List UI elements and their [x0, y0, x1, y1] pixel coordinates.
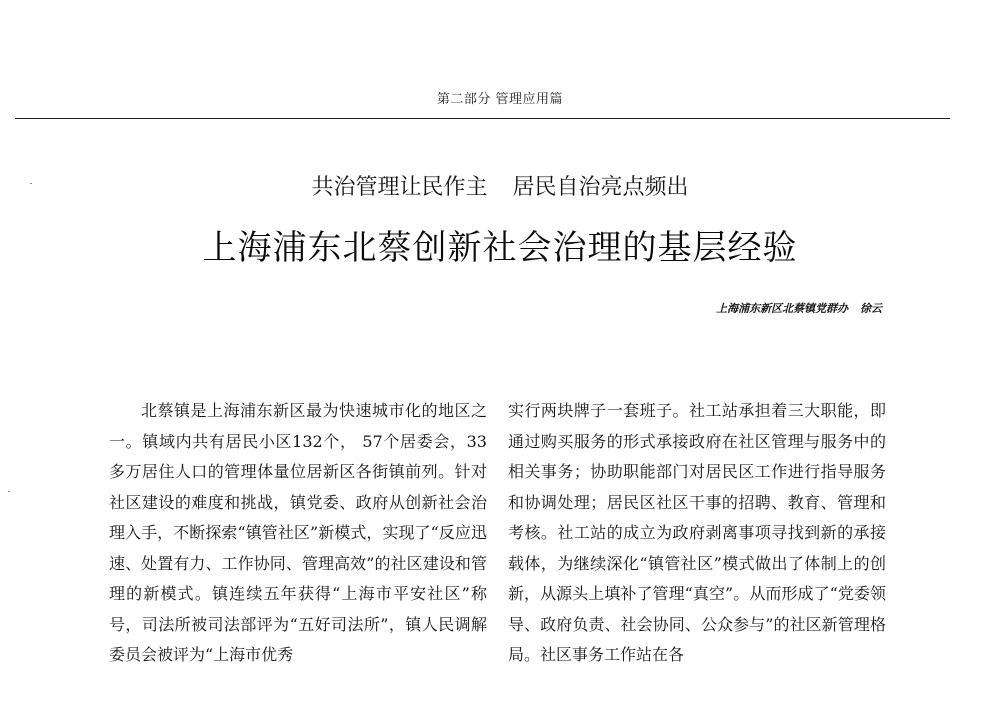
body-paragraph: 实行两块牌子一套班子。社工站承担着三大职能，即通过购买服务的形式承接政府在社区管理与服务中的相关事务；协助职能部门对居民区工作进行指导服务和协调处理；居民区社区干事的招聘、教育、管理和考核。社工站的成立为政府剥离事项寻找到新的承接载体，为继续深化“镇管社区”模式做出了体制上的创新，从源头上填补了管理“真空”。从而形成了“党委领导、政府负责、社会协同、公众参与”的社区新管理格局。社区事务工作站在各 — [508, 401, 886, 664]
body-column-right — [508, 396, 886, 671]
article-title: 上海浦东北蔡创新社会治理的基层经验 — [202, 228, 798, 268]
article-subtitle: 共治管理让民作主 居民自治亮点频出 — [311, 175, 689, 200]
scan-speck — [8, 491, 10, 492]
header-rule — [15, 118, 950, 119]
body-column-left — [109, 396, 487, 671]
scan-speck — [30, 183, 32, 184]
body-paragraph: 北蔡镇是上海浦东新区最为快速城市化的地区之一。镇域内共有居民小区132个， 57个居委会，33多万居住人口的管理体量位居新区各街镇前列。针对社区建设的难度和挑战，镇党委、政府从创新社会治理入手，不断探索“镇管社区”新模式，实现了“反应迅速、处置有力、工作协同、管理高效”的社区建设和管理的新模式。镇连续五年获得“上海市平安社区”称号，司法所被司法部评为“五好司法所”，镇人民调解委员会被评为“上海市优秀 — [109, 401, 487, 664]
running-header: 第二部分 管理应用篇 — [436, 92, 564, 107]
article-byline: 上海浦东新区北蔡镇党群办 徐云 — [716, 302, 882, 315]
